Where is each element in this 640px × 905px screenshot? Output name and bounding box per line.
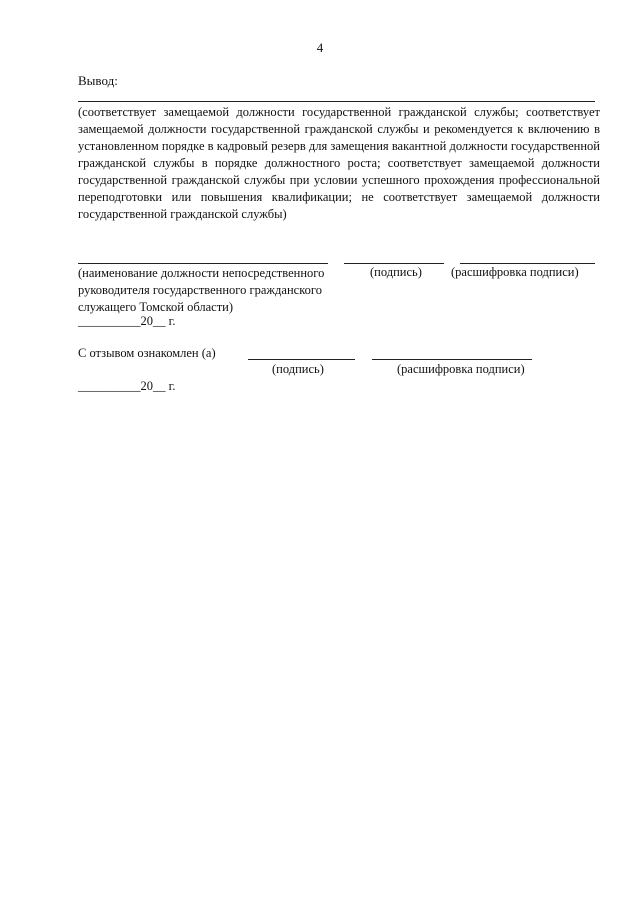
- conclusion-label: Вывод:: [78, 73, 118, 88]
- ack-date-line[interactable]: __________20__ г.: [78, 379, 176, 393]
- supervisor-position-caption: (наименование должности непосредственного руководителя государственного гражданского служащего Томской области): [78, 266, 325, 314]
- supervisor-signature-line[interactable]: [344, 263, 444, 264]
- conclusion-options-text: (соответствует замещаемой должности государственной гражданской службы; соответствует замещаемой должности государственной гражданской службы и рекомендуется к включению в установленном порядке в кадровый резерв для замещения вакантной должности государственной гражданской службы в порядке должностного роста; соответствует замещаемой должности государственной гражданской службы при условии успешного прохождения профессиональной переподготовки или повышения квалификации; не соответствует замещаемой должности государственной гражданской службы): [78, 105, 600, 221]
- acknowledgement-label: С отзывом ознакомлен (а): [78, 346, 216, 360]
- page-number: 4: [316, 40, 324, 55]
- ack-signature-line[interactable]: [248, 359, 355, 360]
- ack-decode-caption: (расшифровка подписи): [397, 362, 525, 376]
- supervisor-decode-line[interactable]: [460, 263, 595, 264]
- supervisor-date-line[interactable]: __________20__ г.: [78, 314, 176, 328]
- ack-decode-line[interactable]: [372, 359, 532, 360]
- ack-signature-caption: (подпись): [272, 362, 324, 376]
- supervisor-position-line[interactable]: [78, 263, 328, 264]
- supervisor-decode-caption: (расшифровка подписи): [451, 265, 579, 279]
- conclusion-blank-line[interactable]: [78, 101, 595, 102]
- supervisor-signature-caption: (подпись): [370, 265, 422, 279]
